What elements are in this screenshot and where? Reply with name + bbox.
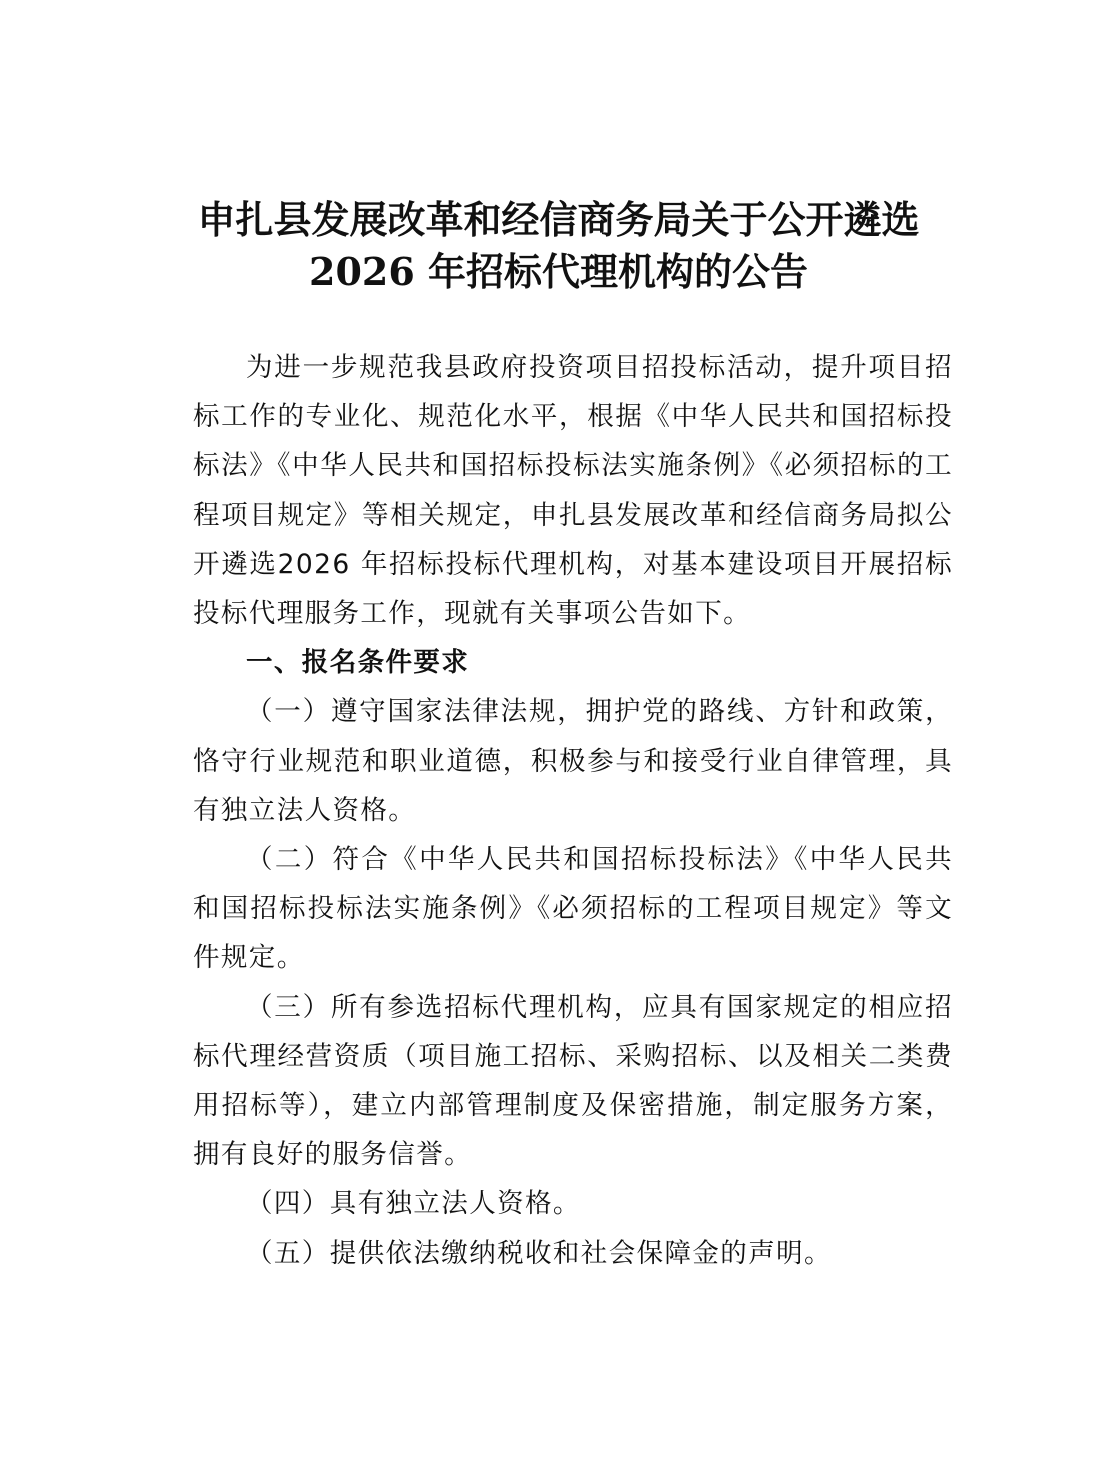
section-1-heading: 一、报名条件要求 [246,647,470,679]
requirement-item-5: （五）提供依法缴纳税收和社会保障金的声明。 [246,1237,832,1269]
title-line-2: 2026 年招标代理机构的公告 [309,249,808,294]
document-body [193,343,953,1278]
intro-paragraph: 为进一步规范我县政府投资项目招投标活动，提升项目招标工作的专业化、规范化水平，根据《中华人民共和国招标投标法》《中华人民共和国招标投标法实施条例》《必须招标的工程项目规定》等相关规定，申扎县发展改革和经信商务局拟公开遴选2026 年招标投标代理机构，对基本建设项目开展招标投标代理服务工作，现就有关事项公告如下。 [193,352,953,630]
title-line-1: 申扎县发展改革和经信商务局关于公开遴选 [197,197,920,242]
requirement-item-4: （四）具有独立法人资格。 [246,1188,581,1220]
requirement-item-1: （一）遵守国家法律法规，拥护党的路线、方针和政策，恪守行业规范和职业道德，积极参与和接受行业自律管理，具有独立法人资格。 [193,696,953,826]
requirement-item-3: （三）所有参选招标代理机构，应具有国家规定的相应招标代理经营资质（项目施工招标、采购招标、以及相关二类费用招标等），建立内部管理制度及保密措施，制定服务方案，拥有良好的服务信誉。 [193,991,953,1171]
requirement-item-2: （二）符合《中华人民共和国招标投标法》《中华人民共和国招标投标法实施条例》《必须招标的工程项目规定》等文件规定。 [193,844,953,974]
